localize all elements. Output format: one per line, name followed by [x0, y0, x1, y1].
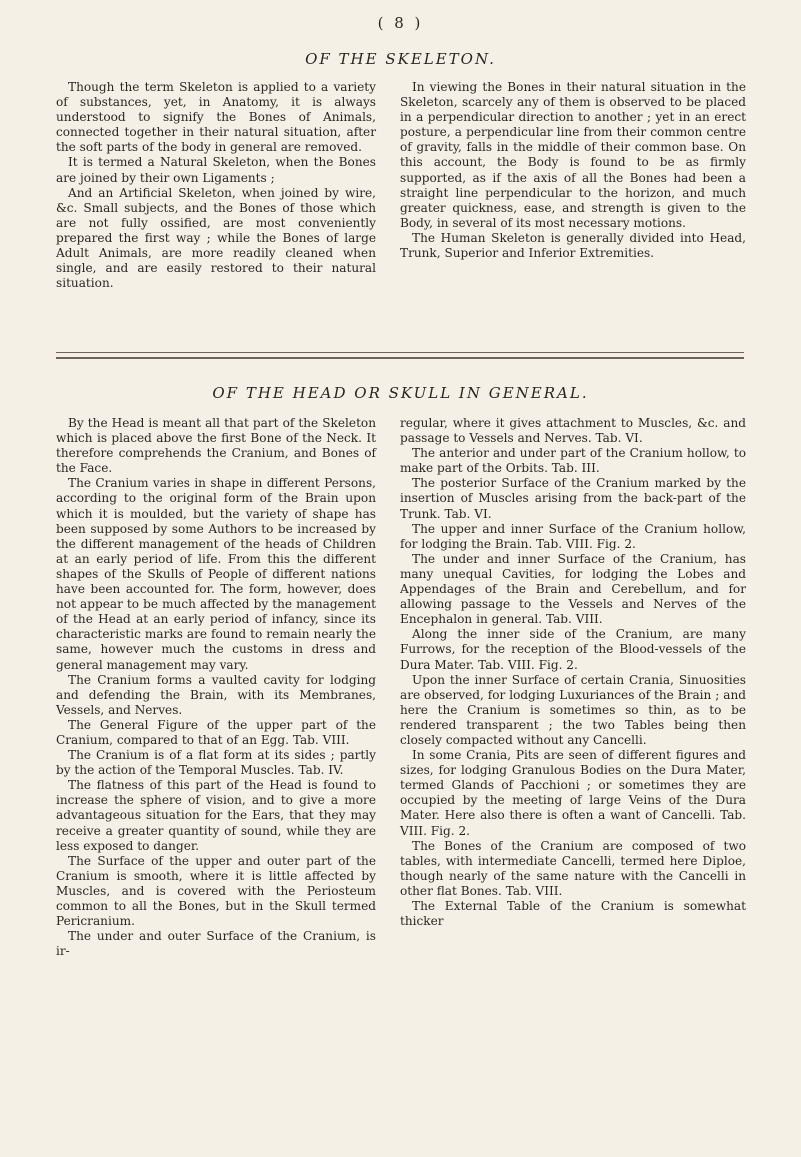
paragraph: The upper and inner Surface of the Cranium hollow, for lodging the Brain. Tab. VIII. Fig. 2. [400, 521, 746, 551]
paragraph: In some Crania, Pits are seen of different figures and sizes, for lodging Granulous Bodies on the Dura Mater, termed Glands of Pacchioni ; or sometimes they are occupied by the meeting of large Veins of the Dura Mater. Here also there is often a want of Cancelli. Tab. VIII. Fig. 2. [400, 748, 746, 838]
paragraph: The Bones of the Cranium are composed of two tables, with intermediate Cancelli, termed here Diploe, though nearly of the same nature with the Cancelli in other flat Bones. Tab. VIII. [400, 838, 746, 898]
paragraph: The anterior and under part of the Cranium hollow, to make part of the Orbits. Tab. III. [400, 446, 746, 476]
paragraph: Along the inner side of the Cranium, are many Furrows, for the reception of the Blood-vessels of the Dura Mater. Tab. VIII. Fig. 2. [400, 627, 746, 672]
column-head-right [400, 416, 746, 929]
paragraph: The Cranium is of a flat form at its sides ; partly by the action of the Temporal Muscles. Tab. IV. [56, 748, 376, 778]
paragraph: Upon the inner Surface of certain Crania, Sinuosities are observed, for lodging Luxuriances of the Brain ; and here the Cranium is sometimes so thin, as to be rendered transparent ; the two Tables being then closely compacted without any Cancelli. [400, 672, 746, 747]
section-heading-skeleton: OF THE SKELETON. [305, 50, 496, 68]
paragraph: The External Table of the Cranium is somewhat thicker [400, 899, 746, 929]
paragraph: The posterior Surface of the Cranium marked by the insertion of Muscles arising from the back-part of the Trunk. Tab. VI. [400, 476, 746, 521]
divider-rule-thin [56, 352, 744, 353]
paragraph: The Surface of the upper and outer part of the Cranium is smooth, where it is little affected by Muscles, and is covered with the Periosteum common to all the Bones, but in the Skull termed Pericranium. [56, 853, 376, 929]
column-skeleton-right [400, 80, 746, 261]
column-skeleton-left [56, 80, 376, 291]
paragraph: regular, where it gives attachment to Muscles, &c. and passage to Vessels and Nerves. Tab. VI. [400, 416, 746, 446]
column-head-left [56, 416, 376, 959]
paragraph: The under and outer Surface of the Cranium, is ir- [56, 929, 376, 959]
divider-rule-thick [56, 357, 744, 359]
paragraph: The Cranium varies in shape in different Persons, according to the original form of the Brain upon which it is moulded, but the variety of shape has been supposed by some Authors to be increased by the different management of the heads of Children at an early period of life. From this the different shapes of the Skulls of People of different nations have been accounted for. The form, however, does not appear to be much affected by the management of the Head at an early period of infancy, since its characteristic marks are found to remain nearly the same, however much the customs in dress and general management may vary. [56, 476, 376, 672]
paragraph: The Cranium forms a vaulted cavity for lodging and defending the Brain, with its Membranes, Vessels, and Nerves. [56, 672, 376, 717]
paragraph: It is termed a Natural Skeleton, when the Bones are joined by their own Ligaments ; [56, 155, 376, 185]
paragraph: The General Figure of the upper part of the Cranium, compared to that of an Egg. Tab. VIII. [56, 717, 376, 747]
paragraph: In viewing the Bones in their natural situation in the Skeleton, scarcely any of them is observed to be placed in a perpendicular direction to another ; yet in an erect posture, a perpendicular line from their common centre of gravity, falls in the middle of their common base. On this account, the Body is found to be as firmly supported, as if the axis of all the Bones had been a straight line perpendicular to the horizon, and much greater quickness, ease, and strength is given to the Body, in several of its most necessary motions. [400, 80, 746, 230]
paragraph: The Human Skeleton is generally divided into Head, Trunk, Superior and Inferior Extremities. [400, 230, 746, 261]
paragraph: The flatness of this part of the Head is found to increase the sphere of vision, and to give a more advantageous situation for the Ears, that they may receive a greater quantity of sound, while they are less exposed to danger. [56, 778, 376, 853]
paragraph: Though the term Skeleton is applied to a variety of substances, yet, in Anatomy, it is always understood to signify the Bones of Animals, connected together in their natural situation, after the soft parts of the body in general are removed. [56, 80, 376, 155]
paragraph: The under and inner Surface of the Cranium, has many unequal Cavities, for lodging the Lobes and Appendages of the Brain and Cerebellum, and for allowing passage to the Vessels and Nerves of the Encephalon in general. Tab. VIII. [400, 551, 746, 627]
paragraph: And an Artificial Skeleton, when joined by wire, &c. Small subjects, and the Bones of those which are not fully ossified, are most conveniently prepared the first way ; while the Bones of large Adult Animals, are more readily cleaned when single, and are easily restored to their natural situation. [56, 185, 376, 291]
section-heading-head-skull: OF THE HEAD OR SKULL IN GENERAL. [212, 384, 589, 402]
paragraph: By the Head is meant all that part of the Skeleton which is placed above the first Bone of the Neck. It therefore comprehends the Cranium, and Bones of the Face. [56, 416, 376, 476]
page-number: ( 8 ) [377, 14, 424, 32]
